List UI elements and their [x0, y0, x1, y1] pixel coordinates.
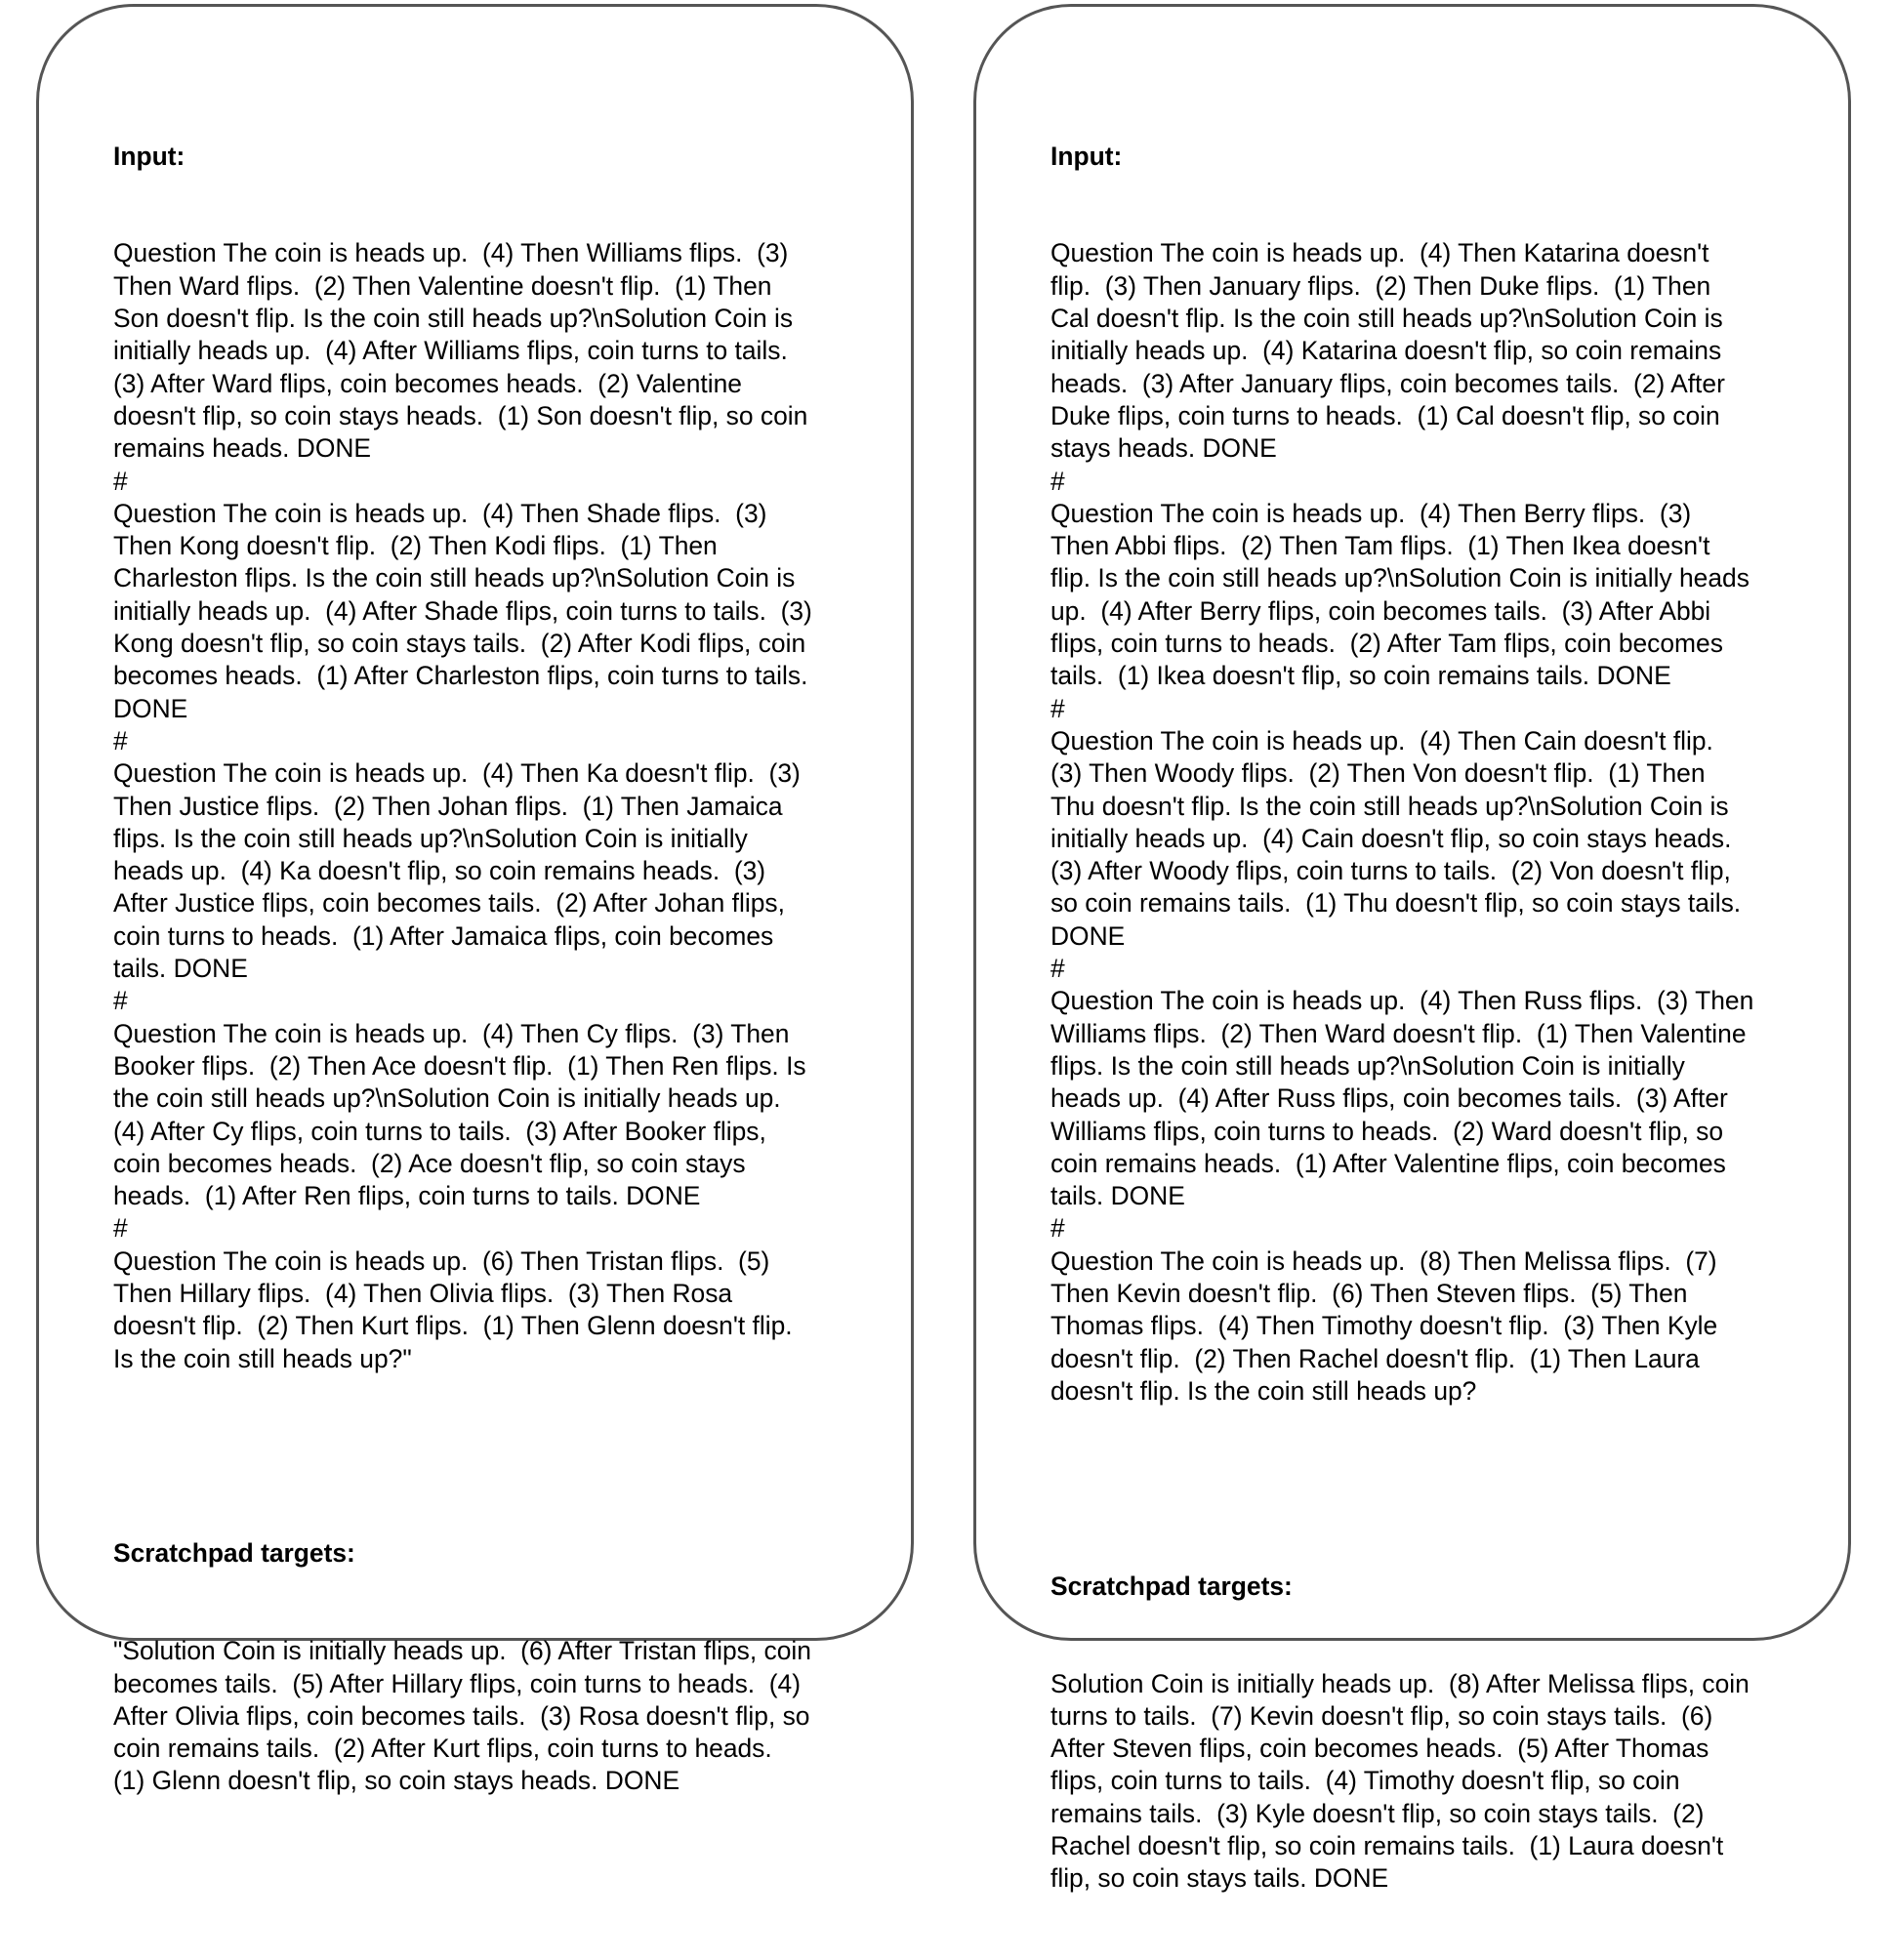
scratchpad-text: Solution Coin is initially heads up. (8) After Melissa flips, coin turns to tails. (7) Kevin doesn't flip, so coin stays tails. (6) After Steven flips, coin becomes heads. (5) After Thomas flips, coin turns to tails. (4) Timothy doesn't flip, so coin remains tails. (3) Kyle doesn't flip, so coin stays tails. (2) Rachel doesn't flip, so coin remains tails. (1) Laura doesn't flip, so coin stays tails. DONE	[1050, 1668, 1750, 1894]
scratchpad-heading: Scratchpad targets:	[113, 1538, 355, 1569]
left-example-panel	[36, 4, 914, 1796]
left-example-text	[113, 75, 876, 1862]
section-gap	[113, 1440, 876, 1472]
input-text: Question The coin is heads up. (4) Then Williams flips. (3) Then Ward flips. (2) Then Valentine doesn't flip. (1) Then Son doesn't flip. Is the coin still heads up?\nSolution Coin is initially heads up. (4) After Williams flips, coin turns to tails. (3) After Ward flips, coin becomes heads. (2) Valentine doesn't flip, so coin stays heads. (1) Son doesn't flip, so coin remains heads. DONE # Question The coin is heads up. (4) Then Shade flips. (3) Then Kong doesn't flip. (2) Then Kodi flips. (1) Then Charleston flips. Is the coin still heads up?\nSolution Coin is initially heads up. (4) After Shade flips, coin turns to tails. (3) Kong doesn't flip, so coin stays tails. (2) After Kodi flips, coin becomes heads. (1) After Charleston flips, coin turns to tails. DONE # Question The coin is heads up. (4) Then Ka doesn't flip. (3) Then Justice flips. (2) Then Johan flips. (1) Then Jamaica flips. Is the coin still heads up?\nSolution Coin is initially heads up. (4) Ka doesn't flip, so coin remains heads. (3) After Justice flips, coin becomes tails. (2) After Johan flips, coin turns to heads. (1) After Jamaica flips, coin becomes tails. DONE # Question The coin is heads up. (4) Then Cy flips. (3) Then Booker flips. (2) Then Ace doesn't flip. (1) Then Ren flips. Is the coin still heads up?\nSolution Coin is initially heads up. (4) After Cy flips, coin turns to tails. (3) After Booker flips, coin becomes heads. (2) Ace doesn't flip, so coin stays heads. (1) After Ren flips, coin turns to tails. DONE # Question The coin is heads up. (6) Then Tristan flips. (5) Then Hillary flips. (4) Then Olivia flips. (3) Then Rosa doesn't flip. (2) Then Kurt flips. (1) Then Glenn doesn't flip. Is the coin still heads up?"	[113, 238, 812, 1373]
right-example-panel	[973, 4, 1851, 1894]
input-text: Question The coin is heads up. (4) Then Katarina doesn't flip. (3) Then January flips. (2) Then Duke flips. (1) Then Cal doesn't flip. Is the coin still heads up?\nSolution Coin is initially heads up. (4) Katarina doesn't flip, so coin remains heads. (3) After January flips, coin becomes tails. (2) After Duke flips, coin turns to heads. (1) Cal doesn't flip, so coin stays heads. DONE # Question The coin is heads up. (4) Then Berry flips. (3) Then Abbi flips. (2) Then Tam flips. (1) Then Ikea doesn't flip. Is the coin still heads up?\nSolution Coin is initially heads up. (4) After Berry flips, coin becomes tails. (3) After Abbi flips, coin turns to heads. (2) After Tam flips, coin becomes tails. (1) Ikea doesn't flip, so coin remains tails. DONE # Question The coin is heads up. (4) Then Cain doesn't flip. (3) Then Woody flips. (2) Then Von doesn't flip. (1) Then Thu doesn't flip. Is the coin still heads up?\nSolution Coin is initially heads up. (4) Cain doesn't flip, so coin stays heads. (3) After Woody flips, coin turns to tails. (2) Von doesn't flip, so coin remains tails. (1) Thu doesn't flip, so coin stays tails. DONE # Question The coin is heads up. (4) Then Russ flips. (3) Then Williams flips. (2) Then Ward doesn't flip. (1) Then Valentine flips. Is the coin still heads up?\nSolution Coin is initially heads up. (4) After Russ flips, coin becomes tails. (3) After Williams flips, coin turns to heads. (2) Ward doesn't flip, so coin remains heads. (1) After Valentine flips, coin becomes tails. DONE # Question The coin is heads up. (8) Then Melissa flips. (7) Then Kevin doesn't flip. (6) Then Steven flips. (5) Then Thomas flips. (4) Then Timothy doesn't flip. (3) Then Kyle doesn't flip. (2) Then Rachel doesn't flip. (1) Then Laura doesn't flip. Is the coin still heads up?	[1050, 238, 1754, 1406]
scratchpad-text: "Solution Coin is initially heads up. (6) After Tristan flips, coin becomes tails. (5) After Hillary flips, coin turns to heads. (4) After Olivia flips, coin becomes tails. (3) Rosa doesn't flip, so coin remains tails. (2) After Kurt flips, coin turns to heads. (1) Glenn doesn't flip, so coin stays heads. DONE	[113, 1636, 811, 1796]
input-heading: Input:	[1050, 141, 1123, 171]
right-example-text	[1050, 75, 1813, 1960]
scratchpad-heading: Scratchpad targets:	[1050, 1571, 1293, 1601]
input-heading: Input:	[113, 141, 185, 171]
section-gap	[1050, 1473, 1813, 1505]
